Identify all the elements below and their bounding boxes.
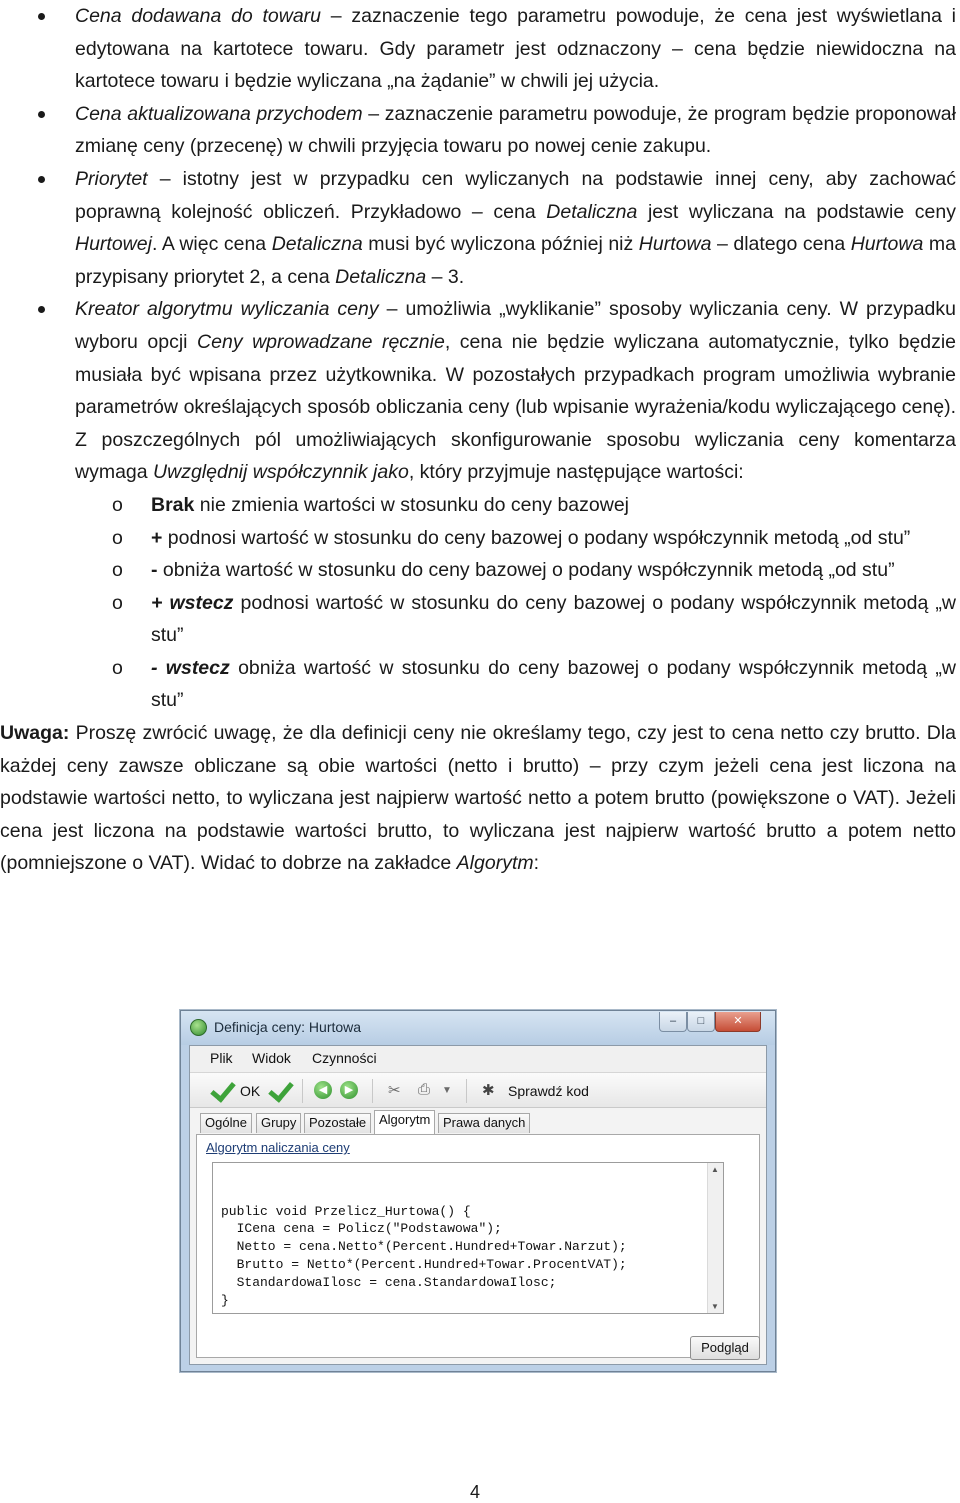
toolbar <box>190 1072 766 1108</box>
minimize-button[interactable]: – <box>659 1012 687 1032</box>
tab-prawa-danych[interactable]: Prawa danych <box>438 1113 530 1133</box>
app-icon <box>190 1019 207 1036</box>
price-definition-window <box>180 1010 776 1372</box>
list-item: Cena aktualizowana przychodem – zaznaczenie parametru powoduje, że program będzie proponował zmianę ceny (przecenę) w chwili przyjęcia towaru po nowej cenie zakupu. <box>0 98 960 163</box>
term: Cena dodawana do towaru <box>75 5 322 27</box>
list-item: o + wstecz podnosi wartość w stosunku do ceny bazowej o podany współczynnik metodą „w stu” <box>0 587 960 652</box>
check-code-icon[interactable]: ✱ <box>482 1082 495 1099</box>
back-arrow-icon[interactable]: ◀ <box>314 1081 332 1099</box>
note-label: Uwaga: <box>0 722 70 745</box>
tab-strip <box>190 1108 766 1134</box>
toolbar-separator <box>466 1079 467 1103</box>
ok-check-icon[interactable] <box>210 1080 234 1102</box>
list-item-priority: Priorytet – istotny jest w przypadku cen wyliczanych na podstawie innej ceny, aby zachować poprawną kolejność obliczeń. Przykładowo – cena Detaliczna jest wyliczana na podstawie ceny Hurtowej. A więc cena Detaliczna musi być wyliczona później niż Hurtowa – dlatego cena Hurtowa ma przypisany priorytet 2, a cena Detaliczna – 3. <box>0 163 960 293</box>
toolbar-separator <box>302 1079 303 1103</box>
menu-widok[interactable]: Widok <box>252 1050 291 1066</box>
term: Cena aktualizowana przychodem <box>75 102 363 125</box>
list-item: Cena dodawana do towaru – zaznaczenie tego parametru powoduje, że cena jest wyświetlana i edytowana na kartotece towaru. Gdy parametr jest odznaczony – cena będzie niewidoczna na kartotece towaru i będzie wyliczana „na żądanie” w chwili jej użycia. <box>0 0 960 98</box>
code-line: Brutto = Netto*(Percent.Hundred+Towar.ProcentVAT); <box>221 1256 627 1272</box>
code-editor[interactable] <box>212 1162 724 1314</box>
save-check-icon[interactable] <box>268 1080 292 1102</box>
list-item: o - obniża wartość w stosunku do ceny bazowej o podany współczynnik metodą „od stu” <box>0 554 960 587</box>
note-paragraph: Uwaga: Proszę zwrócić uwagę, że dla definicji ceny nie określamy tego, czy jest to cena netto czy brutto. Dla każdej ceny zawsze obliczane są obie wartości (netto i brutto) – przy czym jeżeli cena jest liczona na podstawie wartości netto, to wyliczana jest najpierw wartość netto a potem brutto (powiększone o VAT). Jeżeli cena jest liczona na podstawie wartości brutto, to wyliczana jest najpierw wartość brutto a potem netto (pomniejszone o VAT). Widać to dobrze na zakładce Algorytm: <box>0 722 956 875</box>
code-line: ICena cena = Policz("Podstawowa"); <box>221 1221 502 1237</box>
tab-algorytm[interactable]: Algorytm <box>374 1110 435 1134</box>
coefficient-options <box>0 489 960 717</box>
window-client-area <box>189 1045 767 1365</box>
print-icon[interactable]: ⎙ <box>418 1081 431 1098</box>
window-title: Definicja ceny: Hurtowa <box>214 1019 362 1035</box>
chevron-down-icon[interactable]: ▼ <box>442 1085 452 1096</box>
menu-czynnosci[interactable]: Czynności <box>312 1050 377 1066</box>
code-text <box>221 1167 627 1345</box>
toolbar-separator <box>372 1079 373 1103</box>
page-number: 4 <box>470 1482 481 1502</box>
tab-grupy[interactable]: Grupy <box>256 1113 301 1133</box>
bullet-list <box>0 0 960 489</box>
forward-arrow-icon[interactable]: ▶ <box>340 1081 358 1099</box>
list-item: o Brak nie zmienia wartości w stosunku do ceny bazowej <box>0 489 960 522</box>
list-item: o + podnosi wartość w stosunku do ceny bazowej o podany współczynnik metodą „od stu” <box>0 522 960 555</box>
ok-button[interactable]: OK <box>240 1083 261 1099</box>
tab-ogolne[interactable]: Ogólne <box>200 1113 252 1133</box>
code-line: StandardowaIlosc = cena.StandardowaIlosc; <box>221 1274 557 1290</box>
algorithm-label[interactable]: Algorytm naliczania ceny <box>206 1140 350 1155</box>
code-line: Netto = cena.Netto*(Percent.Hundred+Towar.Narzut); <box>221 1239 627 1255</box>
menu-bar <box>190 1046 766 1072</box>
scroll-up-icon[interactable]: ▲ <box>711 1165 719 1174</box>
menu-plik[interactable]: Plik <box>210 1050 233 1066</box>
code-line: public void Przelicz_Hurtowa() { <box>221 1203 471 1219</box>
preview-button[interactable]: Podgląd <box>690 1336 760 1360</box>
check-code-button[interactable]: Sprawdź kod <box>508 1083 589 1099</box>
scroll-down-icon[interactable]: ▼ <box>711 1302 719 1311</box>
vertical-scrollbar[interactable] <box>707 1163 723 1313</box>
tab-pozostale[interactable]: Pozostałe <box>304 1113 371 1133</box>
code-line: } <box>221 1292 229 1308</box>
list-item: o - wstecz obniża wartość w stosunku do ceny bazowej o podany współczynnik metodą „w stu” <box>0 652 960 717</box>
maximize-button[interactable]: □ <box>687 1012 715 1032</box>
close-button[interactable]: ✕ <box>715 1012 761 1032</box>
title-bar[interactable] <box>181 1011 775 1045</box>
list-item-creator: Kreator algorytmu wyliczania ceny – umożliwia „wyklikanie” sposoby wyliczania ceny. W przypadku wyboru opcji Ceny wprowadzane ręcznie, cena nie będzie wyliczana automatycznie, tylko będzie musiała być wpisana przez użytkownika. W pozostałych przypadkach program umożliwia wybranie parametrów określających sposób obliczania ceny (lub wpisanie wyrażenia/kodu wyliczającego cenę). Z poszczególnych pól umożliwiających skonfigurowanie sposobu wyliczania ceny komentarza wymaga Uwzględnij współczynnik jako, który przyjmuje następujące wartości: <box>0 293 960 489</box>
tools-icon[interactable]: ✂ <box>388 1082 401 1099</box>
